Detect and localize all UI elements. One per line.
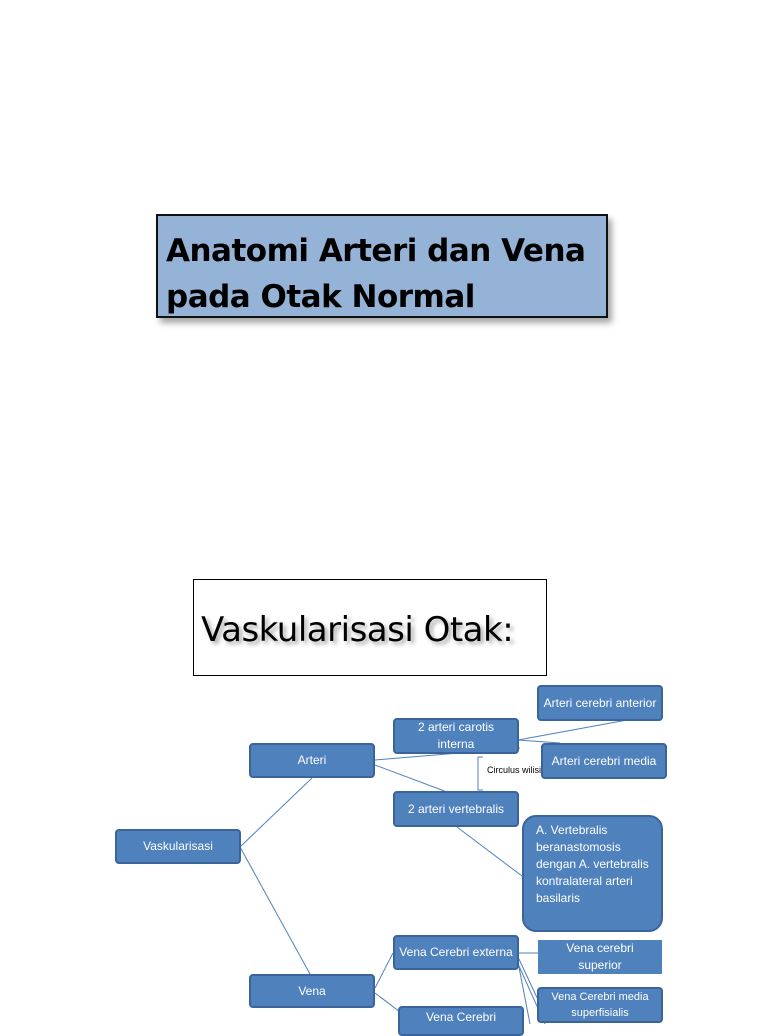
node-vena: Vena [249,974,375,1008]
node-vaskularisasi: Vaskularisasi [115,829,241,864]
circulus-bracket [478,757,483,790]
node-vertebralis-note: A. Vertebralis beranastomosis dengan A. vertebralis kontralateral arteri basilaris [522,815,663,932]
node-cerebri-media: Arteri cerebri media [541,743,667,779]
node-arteri-vertebralis: 2 arteri vertebralis [393,791,519,827]
connector-root-vena [240,847,310,974]
circulus-label: Circulus wilisi [487,765,542,775]
connector-carotis-anterior [518,720,627,740]
node-vena-interna: Vena Cerebri [398,1006,524,1036]
connector-root-arteri [240,778,312,847]
node-cerebri-anterior: Arteri cerebri anterior [537,685,663,721]
node-vena-externa: Vena Cerebri externa [393,935,519,970]
connector-vertebralis-note [457,827,522,876]
connector-vena-externa [375,953,393,988]
connector-vena-interna [375,993,400,1012]
section-title: Vaskularisasi Otak: [193,579,547,676]
page-title: Anatomi Arteri dan Vena pada Otak Normal [156,214,608,318]
node-vena-superior: Vena cerebri superior [538,940,662,974]
node-carotis-interna: 2 arteri carotis interna [393,718,519,754]
connector-arteri-vertebralis [375,765,447,792]
node-vena-media-superfisialis: Vena Cerebri media superfisialis [537,987,663,1023]
node-arteri: Arteri [249,743,375,778]
